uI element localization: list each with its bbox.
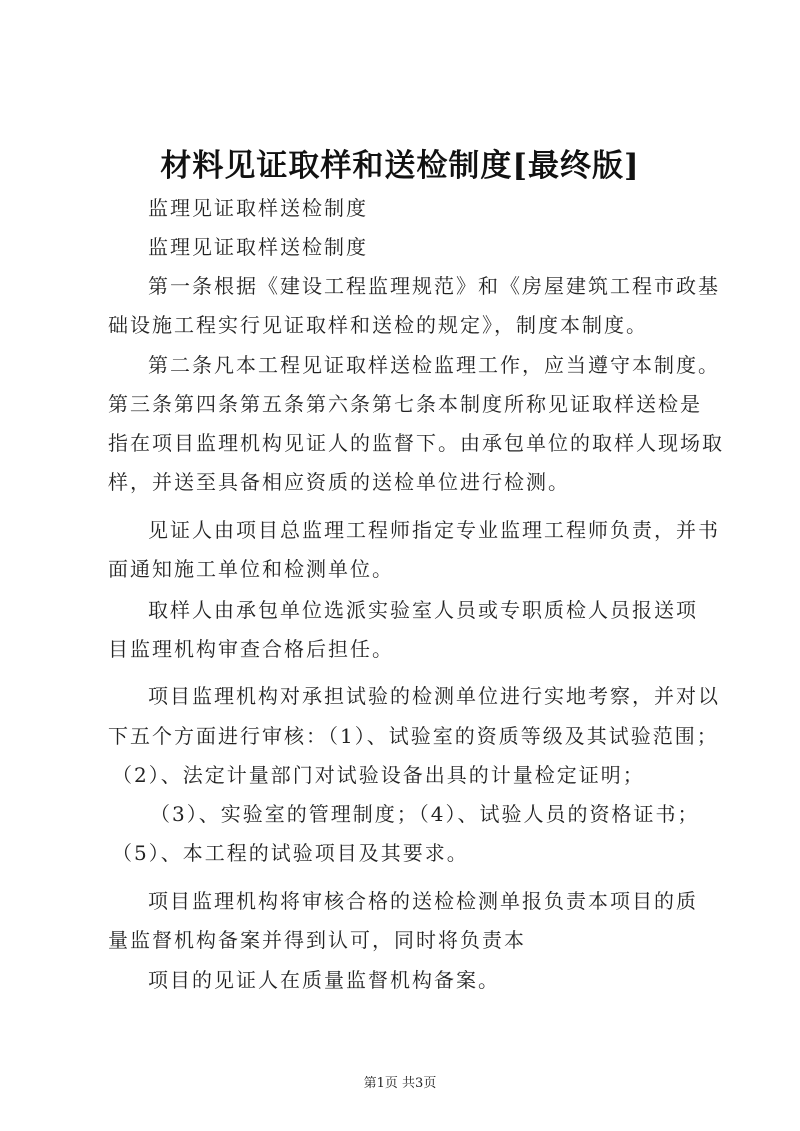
- document-title: 材料见证取样和送检制度[最终版]: [160, 148, 640, 184]
- paragraph-line: （3）、实验室的管理制度；（4）、试验人员的资格证书；: [150, 802, 700, 826]
- paragraph-line: 样，并送至具备相应资质的送检单位进行检测。: [108, 470, 570, 494]
- paragraph-line: 面通知施工单位和检测单位。: [108, 557, 394, 581]
- paragraph-line: 第三条第四条第五条第六条第七条本制度所称见证取样送检是: [108, 392, 702, 416]
- paragraph-line: 项目监理机构将审核合格的送检检测单报负责本项目的质: [148, 889, 698, 913]
- paragraph-line: 目监理机构审查合格后担任。: [108, 637, 394, 661]
- paragraph-line: 础设施工程实行见证取样和送检的规定》，制度本制度。: [108, 313, 648, 337]
- paragraph-line: （2）、法定计量部门对试验设备出具的计量检定证明；: [112, 763, 645, 787]
- paragraph-line: 监理见证取样送检制度: [148, 235, 368, 259]
- paragraph-line: 第二条凡本工程见证取样送检监理工作，应当遵守本制度。: [148, 353, 720, 377]
- paragraph-line: 下五个方面进行审核：（1）、试验室的资质等级及其试验范围；: [108, 724, 719, 748]
- paragraph-line: 指在项目监理机构见证人的监督下。由承包单位的取样人现场取: [108, 431, 724, 455]
- paragraph-line: 见证人由项目总监理工程师指定专业监理工程师负责，并书: [148, 518, 720, 542]
- paragraph-line: （5）、本工程的试验项目及其要求。: [112, 841, 469, 865]
- paragraph-line: 项目监理机构对承担试验的检测单位进行实地考察，并对以: [148, 684, 720, 708]
- paragraph-line: 量监督机构备案并得到认可，同时将负责本: [108, 928, 526, 952]
- paragraph-line: 项目的见证人在质量监督机构备案。: [148, 968, 500, 992]
- paragraph-line: 取样人由承包单位选派实验室人员或专职质检人员报送项: [148, 598, 698, 622]
- paragraph-line: 第一条根据《建设工程监理规范》和《房屋建筑工程市政基: [148, 274, 720, 298]
- page-footer: 第1页 共3页: [363, 1076, 437, 1091]
- paragraph-line: 监理见证取样送检制度: [148, 196, 368, 220]
